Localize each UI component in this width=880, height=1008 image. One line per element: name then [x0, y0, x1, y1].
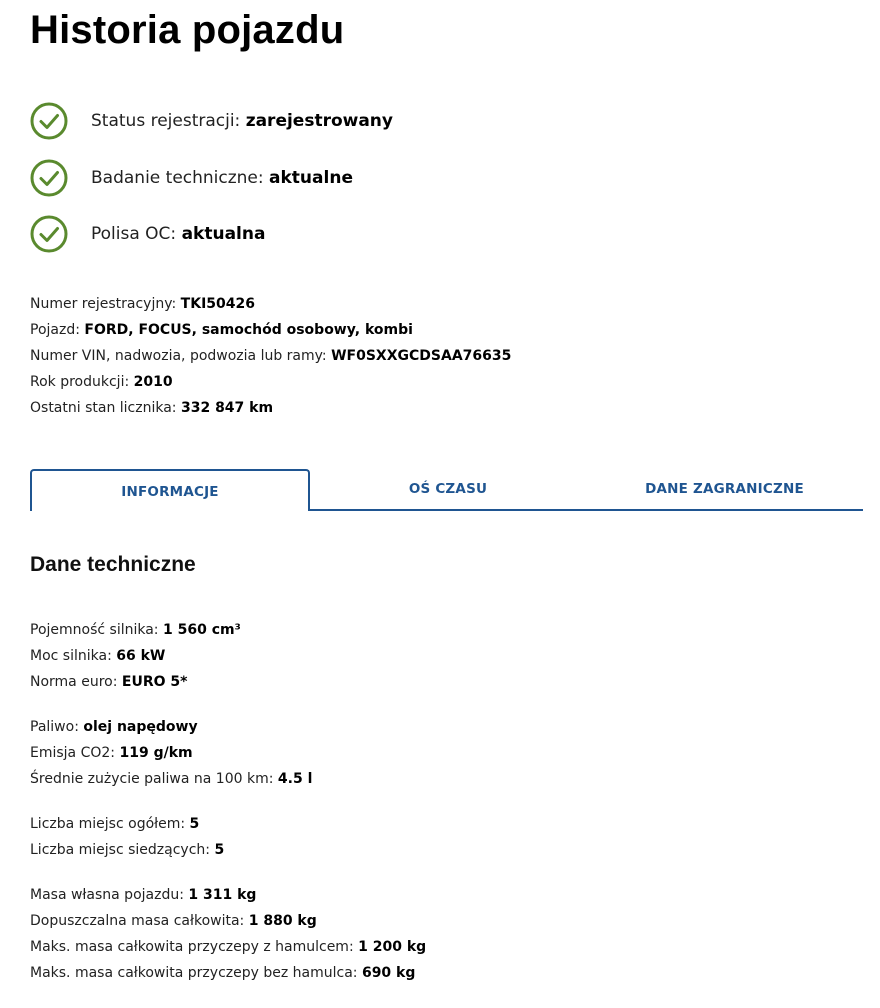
tab-os-czasu[interactable]: OŚ CZASU: [408, 481, 488, 497]
check-circle-icon: [30, 102, 68, 140]
tech-label: Norma euro:: [30, 674, 118, 690]
info-year: [30, 372, 511, 398]
tech-group-engine: [30, 620, 426, 698]
check-circle-icon: [30, 159, 68, 197]
status-text: [91, 224, 265, 244]
info-label: Rok produkcji:: [30, 374, 130, 390]
tech-label: Emisja CO2:: [30, 745, 116, 761]
tech-row: [30, 937, 426, 963]
status-list: [30, 102, 393, 272]
tech-group-mass: [30, 885, 426, 989]
tech-row: [30, 840, 426, 866]
tech-label: Liczba miejsc siedzących:: [30, 842, 211, 858]
status-label: Badanie techniczne:: [91, 167, 264, 188]
tech-label: Pojemność silnika:: [30, 622, 159, 638]
tech-value: olej napędowy: [83, 719, 198, 735]
technical-data: [30, 620, 426, 1008]
status-insurance: [30, 215, 393, 253]
status-label: Status rejestracji:: [91, 111, 241, 131]
tech-value: 690 kg: [361, 965, 416, 981]
info-registration: [30, 294, 511, 320]
info-vin: [30, 346, 511, 372]
check-circle-icon: [30, 215, 68, 253]
status-value: aktualne: [269, 167, 353, 188]
tab-bar: [30, 469, 863, 511]
tech-label: Moc silnika:: [30, 648, 112, 664]
tech-value: 119 g/km: [119, 745, 193, 761]
status-value: zarejestrowany: [245, 111, 393, 131]
tech-row: [30, 717, 426, 743]
tech-label: Liczba miejsc ogółem:: [30, 816, 186, 832]
tech-value: 5: [214, 842, 225, 858]
tech-value: 4.5 l: [277, 771, 313, 787]
info-vehicle: [30, 320, 511, 346]
vehicle-info: [30, 294, 511, 424]
status-inspection: [30, 159, 393, 197]
status-label: Polisa OC:: [91, 224, 177, 244]
tech-label: Maks. masa całkowita przyczepy bez hamulca:: [30, 965, 358, 981]
tech-label: Maks. masa całkowita przyczepy z hamulcem:: [30, 939, 354, 955]
status-value: aktualna: [181, 224, 266, 244]
info-odometer: [30, 398, 511, 424]
status-registration: [30, 102, 393, 140]
tech-row: [30, 769, 426, 795]
tech-value: 5: [189, 816, 200, 832]
tech-value: 66 kW: [116, 648, 166, 664]
page-title: Historia pojazdu: [30, 8, 345, 52]
tech-row: [30, 911, 426, 937]
tech-row: [30, 743, 426, 769]
status-text: [91, 168, 353, 188]
tech-value: 1 560 cm³: [162, 622, 241, 638]
info-value: 332 847 km: [180, 400, 274, 416]
tech-row: [30, 672, 426, 698]
info-value: 2010: [133, 374, 173, 390]
tech-group-fuel: [30, 717, 426, 795]
section-title: Dane techniczne: [30, 553, 196, 576]
info-label: Numer VIN, nadwozia, podwozia lub ramy:: [30, 348, 327, 364]
tech-row: [30, 963, 426, 989]
tech-value: EURO 5*: [121, 674, 188, 690]
tech-row: [30, 646, 426, 672]
tech-label: Średnie zużycie paliwa na 100 km:: [30, 771, 274, 787]
tech-label: Paliwo:: [30, 719, 79, 735]
tech-value: 1 880 kg: [248, 913, 317, 929]
info-label: Ostatni stan licznika:: [30, 400, 177, 416]
tech-value: 1 311 kg: [188, 887, 257, 903]
info-value: WF0SXXGCDSAA76635: [331, 348, 512, 364]
tab-dane-zagraniczne[interactable]: DANE ZAGRANICZNE: [645, 481, 804, 497]
tech-row: [30, 885, 426, 911]
tech-row: [30, 620, 426, 646]
tech-row: [30, 814, 426, 840]
info-value: TKI50426: [180, 296, 255, 312]
info-label: Pojazd:: [30, 322, 80, 338]
tech-group-seats: [30, 814, 426, 866]
info-label: Numer rejestracyjny:: [30, 296, 177, 312]
info-value: FORD, FOCUS, samochód osobowy, kombi: [84, 322, 413, 338]
status-text: [91, 111, 393, 131]
tech-label: Masa własna pojazdu:: [30, 887, 184, 903]
tech-value: 1 200 kg: [358, 939, 427, 955]
tech-label: Dopuszczalna masa całkowita:: [30, 913, 245, 929]
tab-informacje[interactable]: INFORMACJE: [30, 469, 310, 511]
